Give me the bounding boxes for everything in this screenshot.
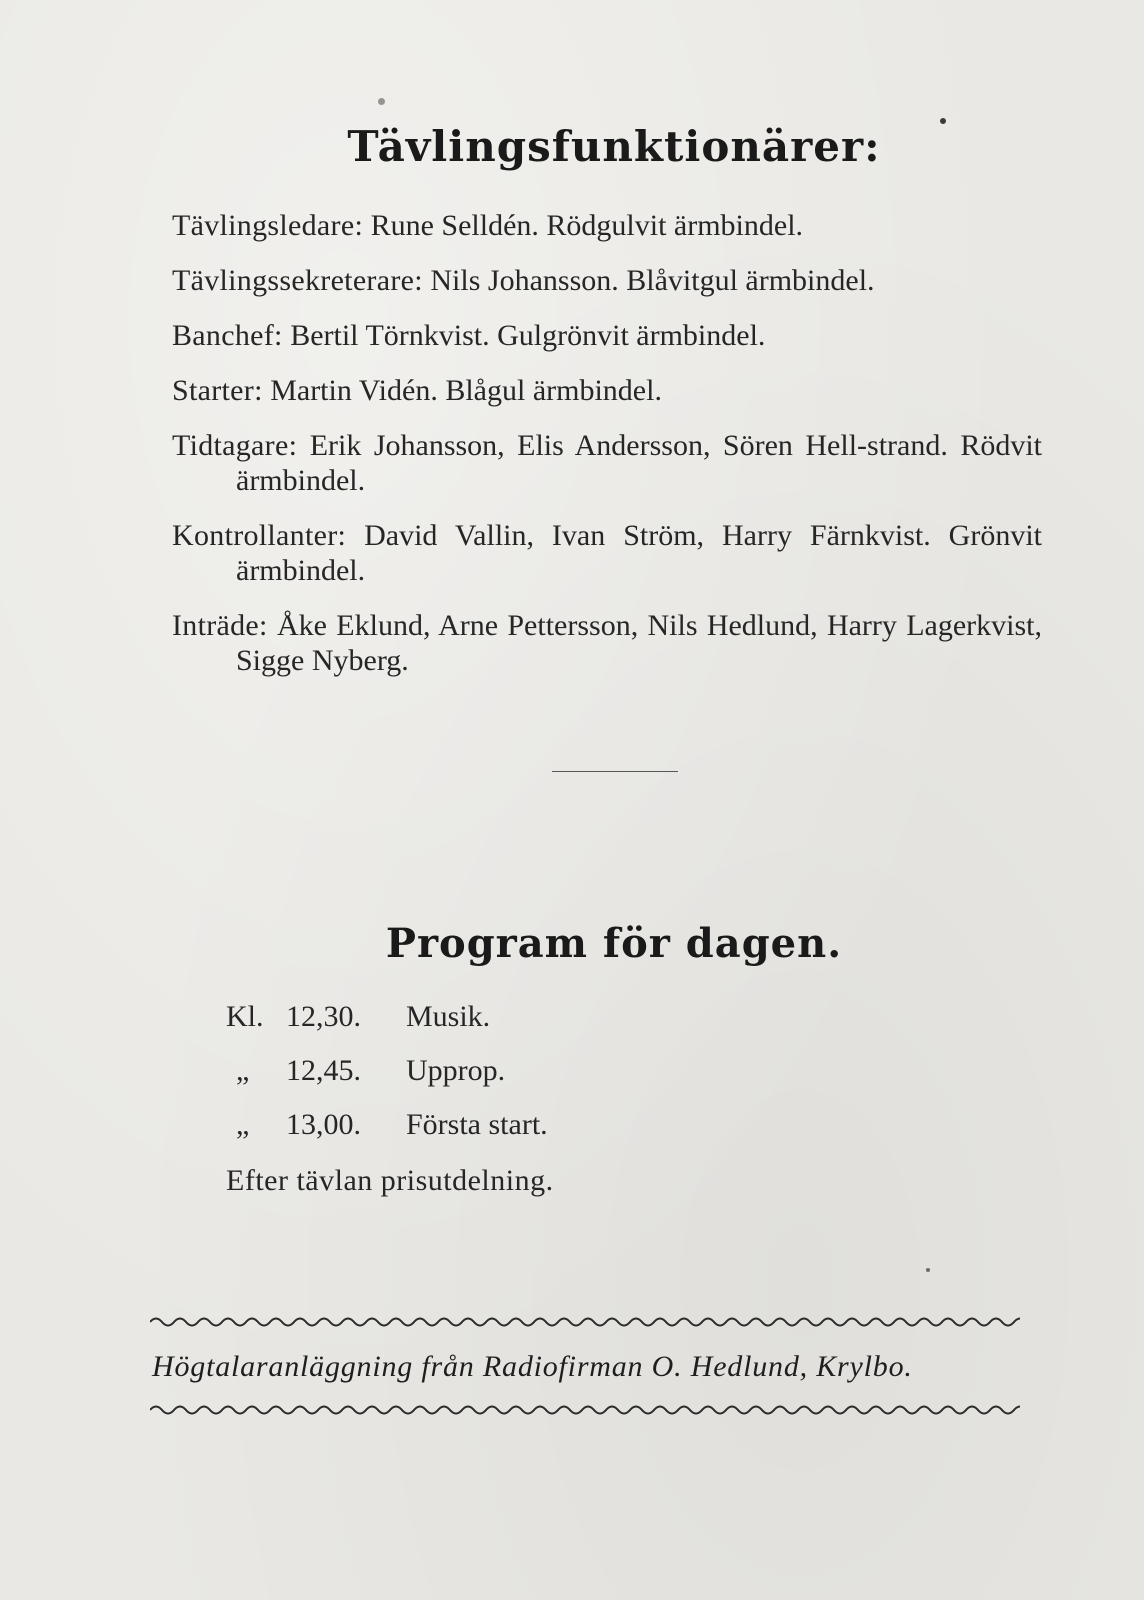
official-role: Tidtagare: bbox=[172, 429, 298, 462]
official-entry bbox=[172, 518, 1042, 588]
official-details: Martin Vidén. Blågul ärmbindel. bbox=[270, 374, 662, 407]
schedule-row bbox=[226, 1000, 926, 1054]
official-role: Kontrollanter: bbox=[172, 519, 347, 552]
official-role: Banchef: bbox=[172, 319, 283, 352]
wavy-rule-bottom bbox=[150, 1398, 1020, 1422]
footer-credit: Högtalaranläggning från Radiofirman O. Hedlund, Krylbo. bbox=[152, 1350, 913, 1383]
official-entry bbox=[172, 263, 1042, 298]
official-entry bbox=[172, 318, 1042, 353]
schedule-time: 12,45. bbox=[286, 1054, 361, 1087]
ink-speck bbox=[926, 1268, 930, 1272]
official-details: Rune Selldén. Rödgulvit ärmbindel. bbox=[370, 209, 804, 242]
schedule-time: 12,30. bbox=[286, 1000, 361, 1033]
schedule-prefix: „ bbox=[236, 1108, 250, 1141]
official-role: Tävlingssekreterare: bbox=[172, 264, 423, 297]
schedule-list bbox=[226, 1000, 926, 1198]
schedule-event: Första start. bbox=[406, 1108, 548, 1141]
official-role: Tävlingsledare: bbox=[172, 209, 364, 242]
official-details: Nils Johansson. Blåvitgul ärmbindel. bbox=[430, 264, 875, 297]
official-entry bbox=[172, 208, 1042, 243]
official-entry bbox=[172, 608, 1042, 678]
official-entry bbox=[172, 373, 1042, 408]
schedule-prefix: „ bbox=[236, 1054, 250, 1087]
schedule-row bbox=[226, 1054, 926, 1108]
official-details: Erik Johansson, Elis Andersson, Sören Hell-strand. Rödvit ärmbindel. bbox=[236, 429, 1043, 497]
schedule-after-note: Efter tävlan prisutdelning. bbox=[226, 1164, 554, 1197]
schedule-row bbox=[226, 1108, 926, 1162]
officials-title: Tävlingsfunktionärer: bbox=[347, 122, 881, 171]
ink-speck bbox=[378, 98, 385, 105]
section-divider bbox=[552, 771, 678, 772]
official-entry bbox=[172, 428, 1042, 498]
schedule-event: Upprop. bbox=[406, 1054, 506, 1087]
officials-list bbox=[172, 208, 1042, 698]
schedule-event: Musik. bbox=[406, 1000, 491, 1033]
official-details: Åke Eklund, Arne Pettersson, Nils Hedlund, Harry Lagerkvist, Sigge Nyberg. bbox=[236, 609, 1043, 677]
program-title: Program för dagen. bbox=[385, 920, 843, 967]
official-role: Starter: bbox=[172, 374, 263, 407]
official-details: Bertil Törnkvist. Gulgrönvit ärmbindel. bbox=[290, 319, 766, 352]
schedule-prefix: Kl. bbox=[226, 1000, 264, 1033]
schedule-time: 13,00. bbox=[286, 1108, 361, 1141]
official-role: Inträde: bbox=[172, 609, 268, 642]
wavy-rule-top bbox=[150, 1310, 1020, 1334]
official-details: David Vallin, Ivan Ström, Harry Färnkvist. Grönvit ärmbindel. bbox=[236, 519, 1042, 587]
